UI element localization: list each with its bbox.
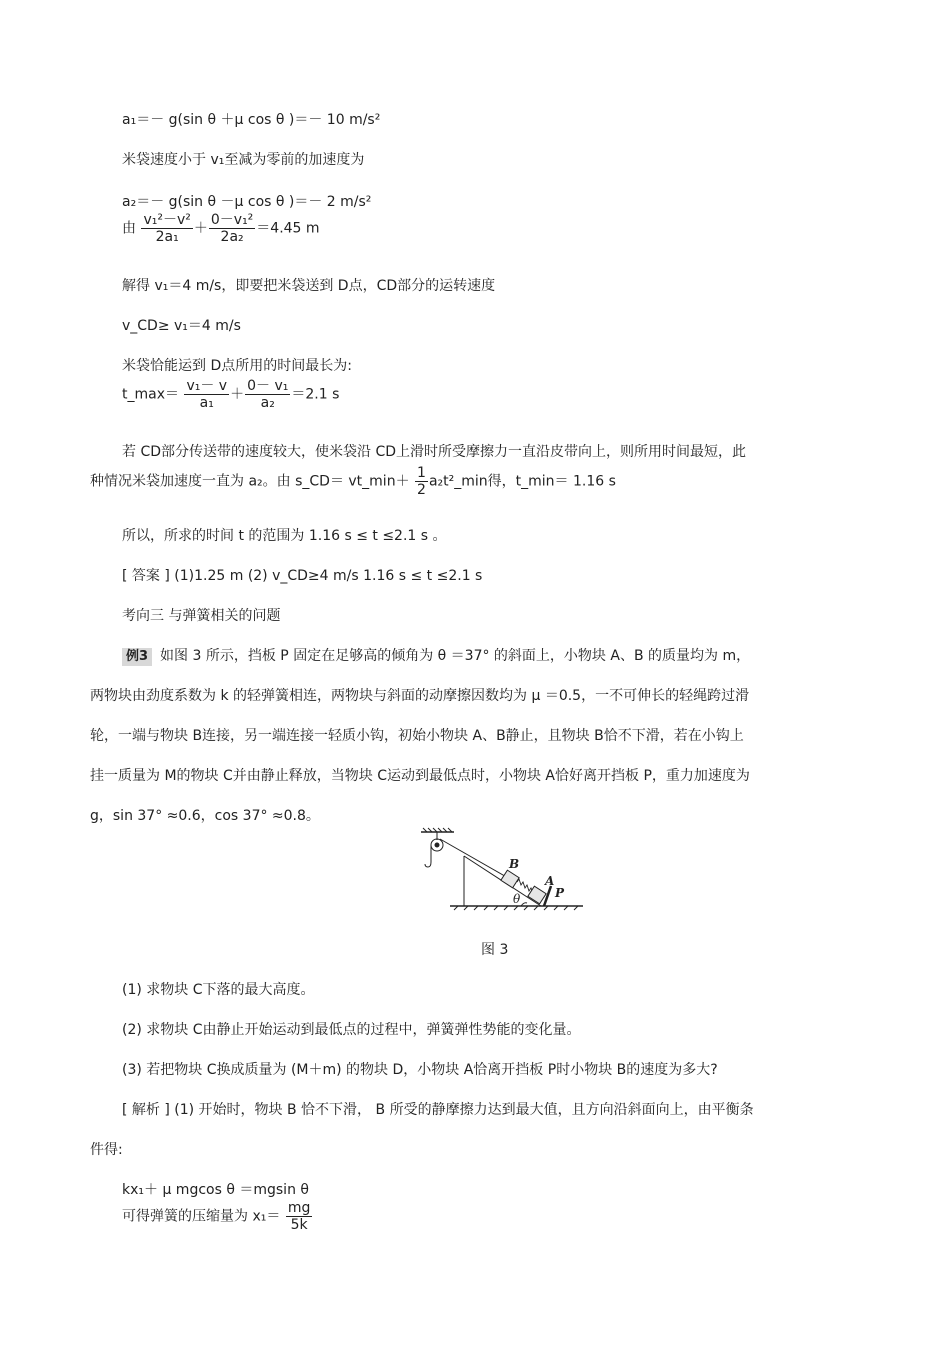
denominator: 5k: [290, 1217, 308, 1233]
fraction: [286, 1200, 313, 1233]
denominator: a₁: [199, 395, 214, 411]
fraction: [415, 465, 428, 498]
denominator: 2a₁: [155, 229, 179, 245]
text-line: 件得:: [90, 1142, 123, 1158]
text-line: 米袋恰能运到 D点所用的时间最长为:: [122, 358, 352, 374]
text-line: 挂一质量为 M的物块 C并由静止释放，当物块 C运动到最低点时，小物块 A恰好离开挡板 P，重力加速度为: [90, 768, 750, 784]
text: ＝4.45 m: [256, 220, 320, 237]
denominator: a₂: [260, 395, 275, 411]
numerator: mg: [287, 1200, 311, 1216]
section-heading: 考向三 与弹簧相关的问题: [122, 608, 281, 624]
text: ＝2.1 s: [291, 386, 340, 403]
denominator: 2a₂: [220, 229, 244, 245]
label-b: B: [509, 857, 520, 871]
numerator: 0－ v₁: [247, 378, 289, 394]
example-line: [122, 647, 750, 666]
question-1: (1) 求物块 C下落的最大高度。: [122, 982, 315, 998]
eq-displacement: 由 $\frac{\text{v₁²－v²}}{\text{2a₁}}$ ＋ $\frac{\text{0－v₁²}}{\text{2a₂}}$ ＝4.45 m: [122, 212, 320, 245]
fraction: [245, 378, 290, 411]
text: 如图 3 所示，挡板 P 固定在足够高的倾角为 θ ＝37° 的斜面上，小物块 A、B 的质量均为 m，: [160, 648, 751, 664]
text-line: 两物块由劲度系数为 k 的轻弹簧相连，两物块与斜面的动摩擦因数均为 μ ＝0.5，一不可伸长的轻绳跨过滑: [90, 688, 750, 704]
eq-tmax: t_max＝ $\frac{\text{v₁－ v}}{\text{a₁}}$ ＋ $\frac{\text{0－ v₁}}{\text{a₂}}$ ＝2.1 s: [122, 378, 340, 411]
text-line: g，sin 37° ≈0.6，cos 37° ≈0.8。: [90, 808, 320, 824]
eq-a2: a₂＝－ g(sin θ －μ cos θ )＝－ 2 m/s²: [122, 194, 372, 210]
example-tag: 例3: [122, 648, 152, 666]
denominator: 2: [417, 482, 426, 498]
label-theta: θ: [513, 892, 521, 906]
eq-tmin: [90, 465, 616, 498]
answer-line: [ 答案 ] (1)1.25 m (2) v_CD≥4 m/s 1.16 s ≤ t ≤2.1 s: [122, 568, 483, 584]
figure-caption: 图 3: [481, 942, 509, 958]
text: 种情况米袋加速度一直为 a₂。由 s_CD＝ vt_min＋: [90, 473, 410, 490]
text: a₂t²_min得，t_min＝ 1.16 s: [428, 473, 616, 490]
numerator: v₁²－v²: [143, 212, 191, 228]
text-line: 米袋速度小于 v₁至减为零前的加速度为: [122, 152, 365, 168]
numerator: 0－v₁²: [210, 212, 254, 228]
eq-balance: kx₁＋ μ mgcos θ ＝mgsin θ: [122, 1182, 309, 1198]
text: t_max＝: [122, 386, 179, 403]
text: 由: [122, 220, 136, 237]
text-line: 轮，一端与物块 B连接，另一端连接一轻质小钩，初始小物块 A、B静止，且物块 B恰不下滑，若在小钩上: [90, 728, 744, 744]
text-line: v_CD≥ v₁＝4 m/s: [122, 318, 241, 334]
label-a: A: [545, 874, 555, 888]
fraction: [209, 212, 255, 245]
text: 可得弹簧的压缩量为 x₁＝: [122, 1208, 281, 1225]
text-line: 所以，所求的时间 t 的范围为 1.16 s ≤ t ≤2.1 s 。: [122, 528, 447, 544]
fraction: [141, 212, 192, 245]
question-3: (3) 若把物块 C换成质量为 (M＋m) 的物块 D，小物块 A恰离开挡板 P时小物块 B的速度为多大?: [122, 1062, 718, 1078]
eq-compression: [122, 1200, 313, 1233]
incline-figure: [418, 826, 598, 916]
eq-a1: a₁＝－ g(sin θ ＋μ cos θ )＝－ 10 m/s²: [122, 112, 381, 128]
numerator: 1: [417, 465, 426, 481]
text-line: 解得 v₁＝4 m/s，即要把米袋送到 D点，CD部分的运转速度: [122, 278, 496, 294]
numerator: v₁－ v: [186, 378, 228, 394]
label-p: P: [555, 886, 565, 900]
text-line: 若 CD部分传送带的速度较大，使米袋沿 CD上滑时所受摩擦力一直沿皮带向上，则所用时间最短，此: [122, 444, 747, 460]
text-line: [ 解析 ] (1) 开始时，物块 B 恰不下滑， B 所受的静摩擦力达到最大值，且方向沿斜面向上，由平衡条: [122, 1102, 754, 1118]
fraction: [184, 378, 229, 411]
question-2: (2) 求物块 C由静止开始运动到最低点的过程中，弹簧弹性势能的变化量。: [122, 1022, 581, 1038]
